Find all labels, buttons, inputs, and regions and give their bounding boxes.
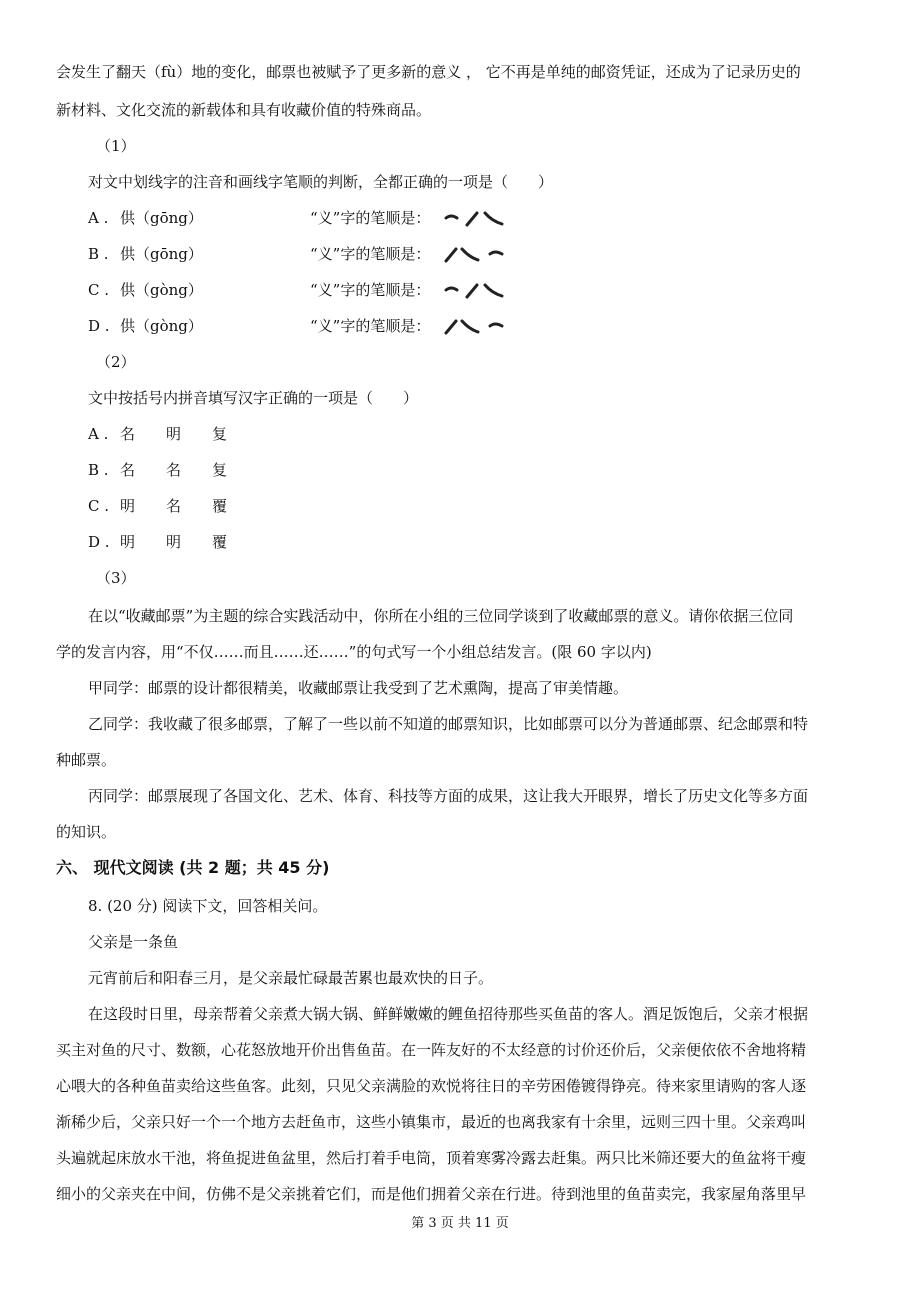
q1-option-b[interactable] bbox=[88, 244, 506, 264]
option-label: D . bbox=[88, 317, 110, 335]
option-pinyin: 供（gòng） bbox=[120, 317, 203, 335]
intro-line: 新材料、文化交流的新载体和具有收藏价值的特殊商品。 bbox=[56, 101, 432, 119]
passage-line: 细小的父亲夹在中间，仿佛不是父亲挑着它们，而是他们拥着父亲在行进。待到池里的鱼苗卖完，我家屋角落里早 bbox=[56, 1185, 807, 1203]
q3-speaker-bing: 的知识。 bbox=[56, 823, 117, 841]
stroke-order-dot-pie-na-icon bbox=[444, 210, 506, 228]
q1-stem: 对文中划线字的注音和画线字笔顺的判断，全都正确的一项是（ ） bbox=[88, 173, 554, 191]
option-char: 名 bbox=[120, 461, 136, 479]
option-pinyin: 供（gōng） bbox=[120, 245, 203, 263]
q2-option-b[interactable] bbox=[88, 460, 258, 480]
q2-number: （2） bbox=[96, 353, 136, 371]
q2-option-a[interactable] bbox=[88, 424, 258, 444]
option-char: 名 bbox=[166, 497, 182, 515]
passage-line: 在这段时日里，母亲帮着父亲煮大锅大锅、鲜鲜嫩嫩的鲤鱼招待那些买鱼苗的客人。酒足饭饱后，父亲才根据 bbox=[88, 1005, 809, 1023]
option-label: C . bbox=[88, 281, 110, 299]
option-char: 复 bbox=[212, 425, 228, 443]
stroke-order-dot-pie-na-icon bbox=[444, 282, 506, 300]
option-stroke-text: “义”字的笔顺是： bbox=[310, 209, 431, 227]
q1-option-c[interactable] bbox=[88, 280, 506, 300]
option-char: 明 bbox=[166, 533, 182, 551]
q3-speaker-jia: 甲同学：邮票的设计都很精美，收藏邮票让我受到了艺术熏陶，提高了审美情趣。 bbox=[88, 679, 629, 697]
option-char: 明 bbox=[120, 533, 136, 551]
option-stroke-text: “义”字的笔顺是： bbox=[310, 281, 431, 299]
q3-speaker-yi: 种邮票。 bbox=[56, 751, 117, 769]
passage-line: 心喂大的各种鱼苗卖给这些鱼客。此刻，只见父亲满脸的欢悦将往日的辛劳困倦镀得铮亮。待来家里请购的客人逐 bbox=[56, 1077, 807, 1095]
intro-line: 会发生了翻天（fù）地的变化，邮票也被赋予了更多新的意义 ， 它不再是单纯的邮资凭证，还成为了记录历史的 bbox=[56, 63, 801, 81]
passage-title: 父亲是一条鱼 bbox=[88, 933, 179, 951]
q1-option-a[interactable] bbox=[88, 208, 506, 228]
option-char: 名 bbox=[120, 425, 136, 443]
option-pinyin: 供（gòng） bbox=[120, 281, 203, 299]
q2-stem: 文中按括号内拼音填写汉字正确的一项是（ ） bbox=[88, 389, 419, 407]
option-label: B . bbox=[88, 461, 109, 479]
section-heading: 六、 现代文阅读 (共 2 题；共 45 分) bbox=[56, 858, 330, 877]
passage-paragraph: 元宵前后和阳春三月，是父亲最忙碌最苦累也最欢快的日子。 bbox=[88, 969, 494, 987]
option-stroke-text: “义”字的笔顺是： bbox=[310, 245, 431, 263]
q3-speaker-yi: 乙同学：我收藏了很多邮票，了解了一些以前不知道的邮票知识，比如邮票可以分为普通邮票、纪念邮票和特 bbox=[88, 715, 809, 733]
option-label: B . bbox=[88, 245, 109, 263]
option-char: 名 bbox=[166, 461, 182, 479]
q3-number: （3） bbox=[96, 569, 136, 587]
option-label: A . bbox=[88, 209, 109, 227]
option-pinyin: 供（gōng） bbox=[120, 209, 203, 227]
q8-stem: 8. (20 分) 阅读下文，回答相关问。 bbox=[88, 897, 328, 915]
q3-stem: 学的发言内容，用“不仅……而且……还……”的句式写一个小组总结发言。(限 60 字以内) bbox=[56, 643, 652, 661]
page-footer: 第 3 页 共 11 页 bbox=[411, 1216, 509, 1231]
q1-option-d[interactable] bbox=[88, 316, 506, 336]
option-char: 覆 bbox=[212, 497, 228, 515]
option-label: A . bbox=[88, 425, 109, 443]
stroke-order-pie-na-dot-icon bbox=[444, 318, 506, 336]
option-stroke-text: “义”字的笔顺是： bbox=[310, 317, 431, 335]
option-label: D . bbox=[88, 533, 110, 551]
option-label: C . bbox=[88, 497, 110, 515]
q3-speaker-bing: 丙同学：邮票展现了各国文化、艺术、体育、科技等方面的成果，这让我大开眼界，增长了历史文化等多方面 bbox=[88, 787, 809, 805]
option-char: 复 bbox=[212, 461, 228, 479]
option-char: 明 bbox=[120, 497, 136, 515]
q3-stem: 在以“收藏邮票”为主题的综合实践活动中，你所在小组的三位同学谈到了收藏邮票的意义。请你依据三位同 bbox=[88, 607, 794, 625]
q2-option-c[interactable] bbox=[88, 496, 258, 516]
option-char: 覆 bbox=[212, 533, 228, 551]
passage-line: 头遍就起床放水干池，将鱼捉进鱼盆里，然后打着手电筒，顶着寒雾冷露去赶集。两只比米筛还要大的鱼盆将干瘦 bbox=[56, 1149, 807, 1167]
option-char: 明 bbox=[166, 425, 182, 443]
q2-option-d[interactable] bbox=[88, 532, 258, 552]
passage-line: 渐稀少后，父亲只好一个一个地方去赶鱼市，这些小镇集市，最近的也离我家有十余里，远则三四十里。父亲鸡叫 bbox=[56, 1113, 807, 1131]
q1-number: （1） bbox=[96, 137, 136, 155]
passage-line: 买主对鱼的尺寸、数额，心花怒放地开价出售鱼苗。在一阵友好的不太经意的讨价还价后，父亲便依依不舍地将精 bbox=[56, 1041, 807, 1059]
stroke-order-pie-na-dot-icon bbox=[444, 246, 506, 264]
